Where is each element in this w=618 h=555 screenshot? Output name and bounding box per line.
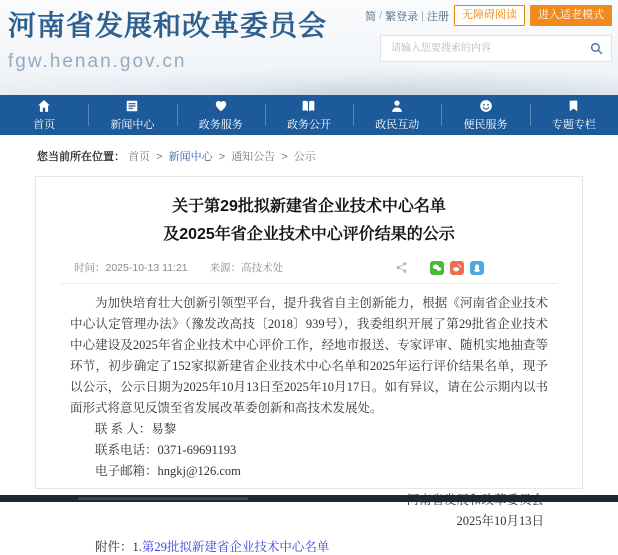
nav-label: 政务公开 [286, 118, 331, 131]
weibo-share-icon[interactable] [450, 261, 464, 275]
breadcrumb [0, 135, 618, 173]
horizontal-scrollbar[interactable] [0, 495, 618, 502]
breadcrumb-announcement[interactable]: 公示 [293, 151, 316, 163]
accessibility-button[interactable]: 无障碍阅读 [454, 5, 525, 26]
search-input[interactable] [389, 42, 590, 55]
header-right [365, 5, 612, 62]
article-title [60, 193, 558, 249]
site-domain: fgw.henan.gov.cn [8, 51, 187, 72]
contact-name-value: 易黎 [151, 422, 177, 436]
news-icon [125, 99, 139, 113]
attachment-link[interactable]: 第29批拟新建省企业技术中心名单 [141, 540, 330, 554]
smile-icon [479, 99, 493, 113]
qq-share-icon[interactable] [470, 261, 484, 275]
breadcrumb-separator: > [156, 151, 163, 163]
lang-simplified-link[interactable]: 简 [365, 10, 377, 23]
site-header [0, 0, 618, 95]
breadcrumb-notices[interactable]: 通知公告 [231, 151, 276, 163]
breadcrumb-separator: > [281, 151, 288, 163]
contact-phone-label: 联系电话： [95, 443, 158, 457]
breadcrumb-news-center[interactable]: 新闻中心 [168, 151, 213, 163]
contact-name-line [70, 419, 548, 440]
source [210, 260, 284, 275]
scrollbar-thumb[interactable] [78, 497, 248, 500]
home-icon [37, 99, 51, 113]
nav-label: 政务服务 [198, 118, 243, 131]
bookmark-icon [567, 99, 580, 113]
contact-email-label: 电子邮箱： [95, 464, 158, 478]
signature-date: 2025年10月13日 [456, 514, 544, 528]
share-icon[interactable] [395, 261, 408, 274]
service-heart-icon [214, 99, 228, 113]
contact-phone-line [70, 440, 548, 461]
search-icon[interactable] [590, 42, 603, 55]
contact-name-label: 联 系 人： [95, 422, 152, 436]
contact-block [70, 419, 548, 482]
login-link[interactable]: 登录 [396, 10, 419, 23]
article-meta [60, 260, 558, 284]
main-nav [0, 95, 618, 135]
nav-label: 政民互动 [375, 118, 420, 131]
attachment-number: 1. [132, 540, 142, 554]
nav-item-home[interactable] [0, 95, 88, 135]
person-icon [390, 99, 404, 113]
source-value: 高技术处 [241, 262, 284, 274]
article-title-line1: 关于第29批拟新建省企业技术中心名单 [172, 198, 446, 215]
site-title: 河南省发展和改革委员会 [8, 10, 328, 41]
breadcrumb-home[interactable]: 首页 [128, 151, 151, 163]
nav-item-interaction[interactable] [353, 95, 441, 135]
open-book-icon [301, 99, 316, 113]
wechat-share-icon[interactable] [430, 261, 444, 275]
nav-item-disclosure[interactable] [265, 95, 353, 135]
nav-label: 专题专栏 [551, 118, 596, 131]
article-card [35, 176, 583, 554]
contact-email-value: hngkj@126.com [157, 464, 241, 478]
nav-label: 便民服务 [463, 118, 508, 131]
time-value: 2025-10-13 11:21 [105, 262, 188, 274]
nav-item-convenience[interactable] [441, 95, 529, 135]
source-label: 来源： [209, 262, 242, 274]
breadcrumb-prefix: 您当前所在位置： [37, 151, 125, 163]
register-link[interactable]: 注册 [427, 10, 449, 23]
elder-mode-button[interactable]: 进入适老模式 [530, 5, 612, 26]
search-box [380, 35, 612, 62]
nav-item-special-columns[interactable] [530, 95, 618, 135]
login-separator: | [421, 9, 424, 22]
nav-item-services[interactable] [177, 95, 265, 135]
attachment-line [70, 537, 548, 555]
nav-label: 首页 [33, 118, 56, 131]
nav-label: 新闻中心 [110, 118, 155, 131]
share-cluster [395, 261, 544, 275]
breadcrumb-separator: > [218, 151, 226, 163]
contact-email-line [70, 461, 548, 482]
nav-item-news[interactable] [88, 95, 176, 135]
brand [8, 4, 327, 73]
lang-separator: / [379, 9, 383, 22]
publish-time [74, 260, 188, 275]
contact-phone-value: 0371-69691193 [157, 443, 237, 457]
lang-traditional-link[interactable]: 繁 [385, 10, 397, 23]
article-paragraph: 为加快培育壮大创新引领型平台，提升我省自主创新能力，根据《河南省企业技术中心认定管理办法》（豫发改高技〔2018〕939号），我委组织开展了第29批省企业技术中心建设及2025年省企业技术中心评价工作，经地市报送、专家评审、随机实地抽查等环节，初步确定了152家拟新建省企业技术中心名单和2025年运行评价结果名单，现予以公示，公示日期为2025年10月13日至2025年10月17日。如有异议，请在公示期内以书面形式将意见反馈至省发展改革委创新和高技术发展处。 [70, 296, 548, 415]
article-title-line2: 及2025年省企业技术中心评价结果的公示 [163, 226, 455, 243]
time-label: 时间： [74, 262, 106, 274]
attachment-label: 附件： [95, 540, 133, 554]
top-links [365, 5, 612, 26]
